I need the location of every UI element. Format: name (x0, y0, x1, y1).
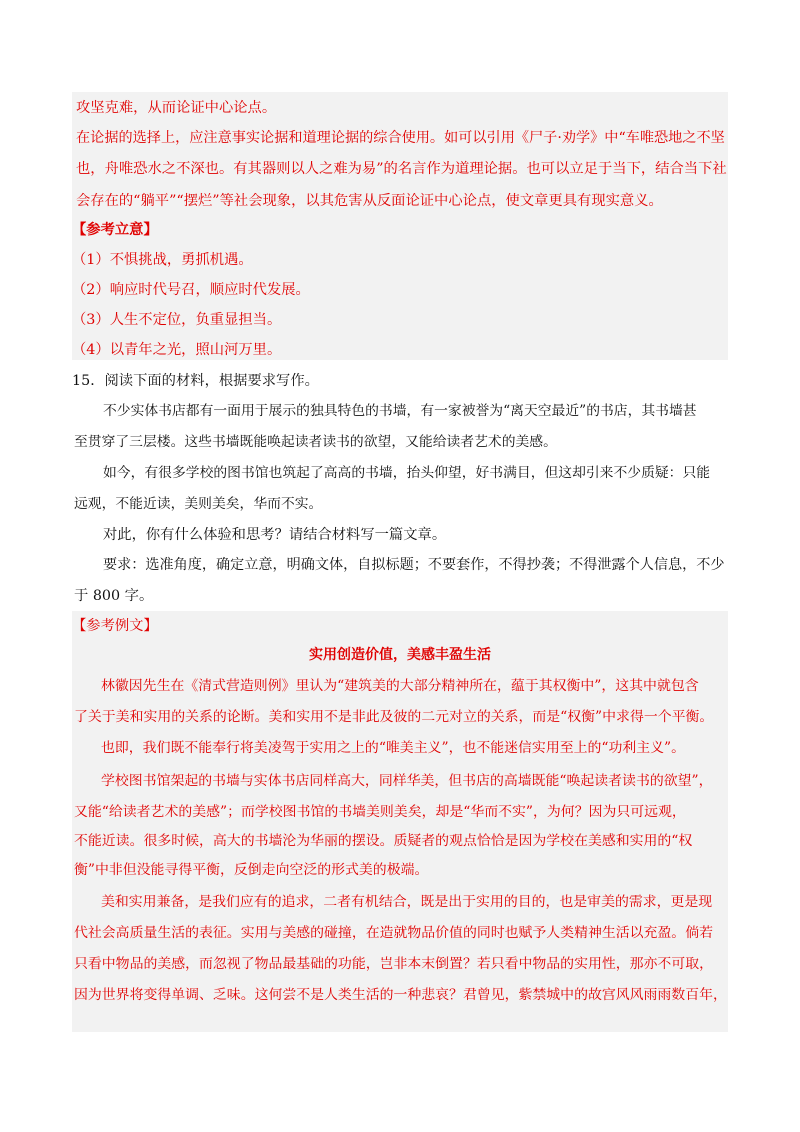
requirements-line: 要求：选准角度，确定立意，明确文体，自拟标题；不要套作，不得抄袭；不得泄露个人信息，不少 (103, 557, 725, 573)
reference-idea-item: （4）以青年之光，照山河万里。 (72, 342, 282, 358)
material-line: 远观，不能近读，美则美矣，华而不实。 (74, 496, 323, 512)
material-line: 至贯穿了三层楼。这些书墙既能唤起读者读书的欲望，又能给读者艺术的美感。 (74, 434, 557, 450)
reference-ideas-heading: 【参考立意】 (72, 222, 158, 238)
sample-essay-label: 【参考例文】 (72, 618, 158, 634)
essay-line: 又能“给读者艺术的美感”；而学校图书馆的书墙美则美矣，却是“华而不实”，为何？因为只可远观， (74, 804, 686, 820)
requirements-line: 于 800 字。 (74, 588, 154, 604)
essay-line: 衡”中非但没能寻得平衡，反倒走向空泛的形式美的极端。 (74, 862, 429, 878)
essay-line: 代社会高质量生活的表征。实用与美感的碰撞，在造就物品价值的同时也赋予人类精神生活以充盈。倘若 (74, 925, 713, 941)
analysis-line: 在论据的选择上，应注意事实论据和道理论据的综合使用。如可以引用《尸子·劝学》中“车唯恐地之不坚 (76, 130, 725, 146)
analysis-line: 会存在的“躺平”“摆烂”等社会现象，以其危害从反面论证中心论点，使文章更具有现实意义。 (76, 193, 663, 209)
analysis-line: 攻坚克难，从而论证中心论点。 (76, 100, 277, 116)
essay-line: 只看中物品的美感，而忽视了物品最基础的功能，岂非本末倒置？若只看中物品的实用性，那亦不可取， (74, 956, 713, 972)
question-title: 15．阅读下面的材料，根据要求写作。 (72, 373, 319, 389)
essay-line: 学校图书馆架起的书墙与实体书店同样高大，同样华美，但书店的高墙既能“唤起读者读书的欲望”， (101, 773, 713, 789)
prompt-line: 对此，你有什么体验和思考？请结合材料写一篇文章。 (103, 527, 447, 543)
analysis-line: 也，舟唯恐水之不深也。有其器则以人之难为易”的名言作为道理论据。也可以立足于当下，结合当下社 (76, 161, 727, 177)
essay-line: 了关于美和实用的关系的论断。美和实用不是非此及彼的二元对立的关系，而是“权衡”中求得一个平衡。 (74, 709, 714, 725)
material-line: 不少实体书店都有一面用于展示的独具特色的书墙，有一家被誉为“离天空最近”的书店，其书墙甚 (103, 403, 697, 419)
essay-line: 不能近读。很多时候，高大的书墙沦为华丽的摆设。质疑者的观点恰恰是因为学校在美感和实用的“权 (74, 833, 693, 849)
essay-line: 也即，我们既不能奉行将美凌驾于实用之上的“唯美主义”，也不能迷信实用至上的“功利主义”。 (101, 740, 686, 756)
reference-idea-item: （3）人生不定位，负重显担当。 (72, 312, 282, 328)
essay-line: 美和实用兼备，是我们应有的追求，二者有机结合，既是出于实用的目的，也是审美的需求，更是现 (101, 894, 713, 910)
material-line: 如今，有很多学校的图书馆也筑起了高高的书墙，抬头仰望，好书满目，但这却引来不少质疑：只能 (103, 465, 711, 481)
reference-idea-item: （2）响应时代号召，顺应时代发展。 (72, 282, 310, 298)
reference-idea-item: （1）不惧挑战，勇抓机遇。 (72, 252, 253, 268)
essay-line: 林徽因先生在《清式营造则例》里认为“建筑美的大部分精神所在，蕴于其权衡中”，这其中就包含 (101, 678, 699, 694)
essay-line: 因为世界将变得单调、乏味。这何尝不是人类生活的一种悲哀？君曾见，紫禁城中的故宫风风雨雨数百年， (74, 987, 727, 1003)
essay-title: 实用创造价值，美感丰盈生活 (309, 647, 491, 663)
